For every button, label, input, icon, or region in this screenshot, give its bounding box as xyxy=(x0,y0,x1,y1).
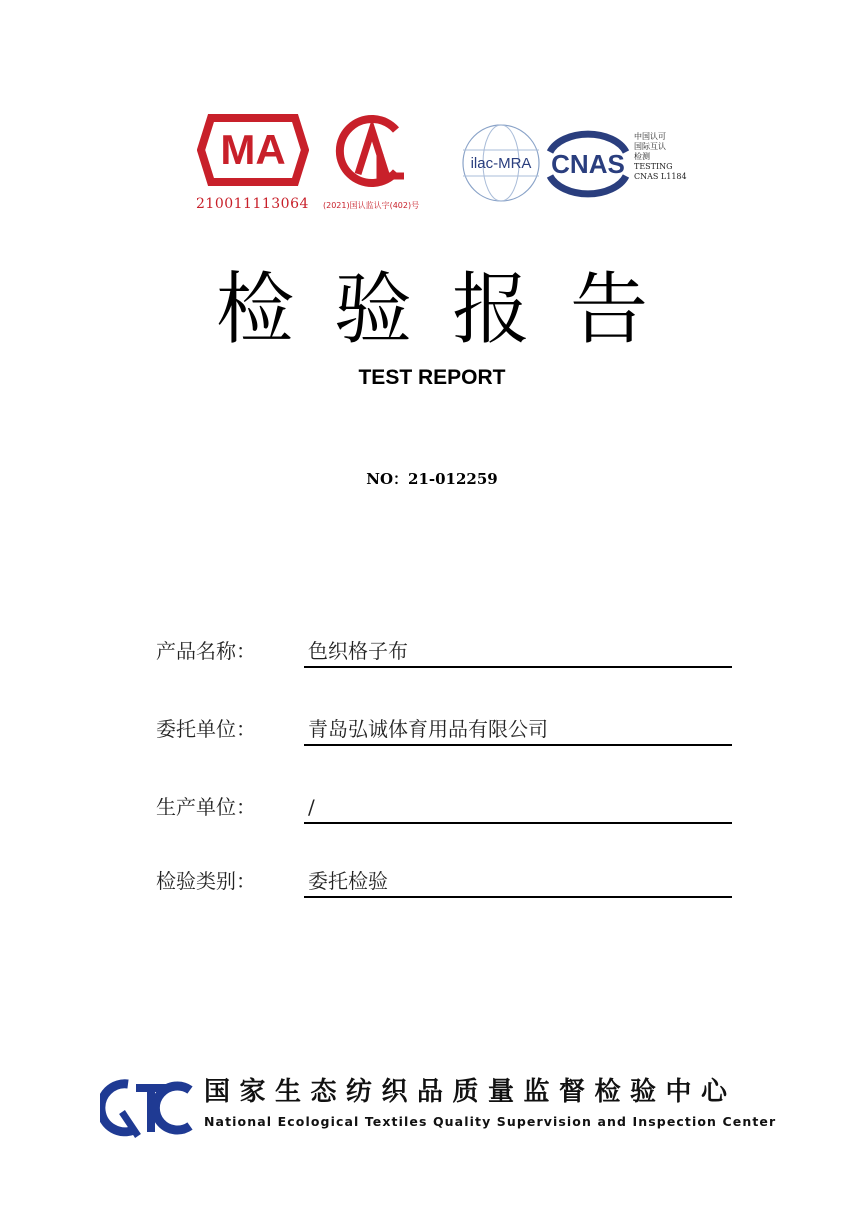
field-underline xyxy=(304,666,732,668)
field-label: 委托单位： xyxy=(156,717,256,741)
ilac-mra-logo xyxy=(460,122,542,204)
cal-logo xyxy=(330,114,414,188)
cnas-side-line: TESTING xyxy=(634,162,673,171)
cnas-side-line: 国际互认 xyxy=(634,142,666,151)
cnas-side-line: CNAS L1184 xyxy=(634,172,687,181)
svg-text:MA: MA xyxy=(220,126,286,173)
field-product-name xyxy=(156,636,732,670)
field-label: 产品名称： xyxy=(156,639,256,663)
ilac-label: ilac-MRA xyxy=(470,155,532,172)
cnas-logo xyxy=(542,128,634,198)
institution-name-cn: 国家生态纺织品质量监督检验中心 xyxy=(204,1077,737,1107)
field-client xyxy=(156,714,732,748)
cal-code: (2021)国认监认字(402)号 xyxy=(323,201,420,210)
cnas-label: CNAS xyxy=(551,149,625,179)
report-number-label: NO： xyxy=(366,470,409,488)
institution-name-en: National Ecological Textiles Quality Supervision and Inspection Center xyxy=(204,1114,777,1129)
field-label: 检验类别： xyxy=(156,869,256,893)
cma-logo xyxy=(197,112,309,188)
field-value: 青岛弘诚体育用品有限公司 xyxy=(308,717,548,741)
field-value: / xyxy=(308,795,315,819)
cnas-side-line: 检测 xyxy=(634,152,650,161)
field-underline xyxy=(304,896,732,898)
report-title-cn: 检验报告 xyxy=(215,265,688,355)
report-number-value: 21-012259 xyxy=(408,470,498,488)
cnas-side-text xyxy=(634,132,704,182)
field-value: 委托检验 xyxy=(308,869,388,893)
cnas-side-line: 中国认可 xyxy=(634,132,666,141)
field-underline xyxy=(304,822,732,824)
report-number xyxy=(0,468,864,489)
field-inspection-type xyxy=(156,866,732,900)
field-label: 生产单位： xyxy=(156,795,256,819)
qtc-logo-text: QTC xyxy=(145,1138,149,1139)
field-value: 色织格子布 xyxy=(308,639,408,663)
field-underline xyxy=(304,744,732,746)
cma-code: 210011113064 xyxy=(196,196,309,212)
report-title-en: TEST REPORT xyxy=(358,366,506,389)
field-manufacturer xyxy=(156,792,732,826)
qtc-logo xyxy=(100,1076,194,1140)
